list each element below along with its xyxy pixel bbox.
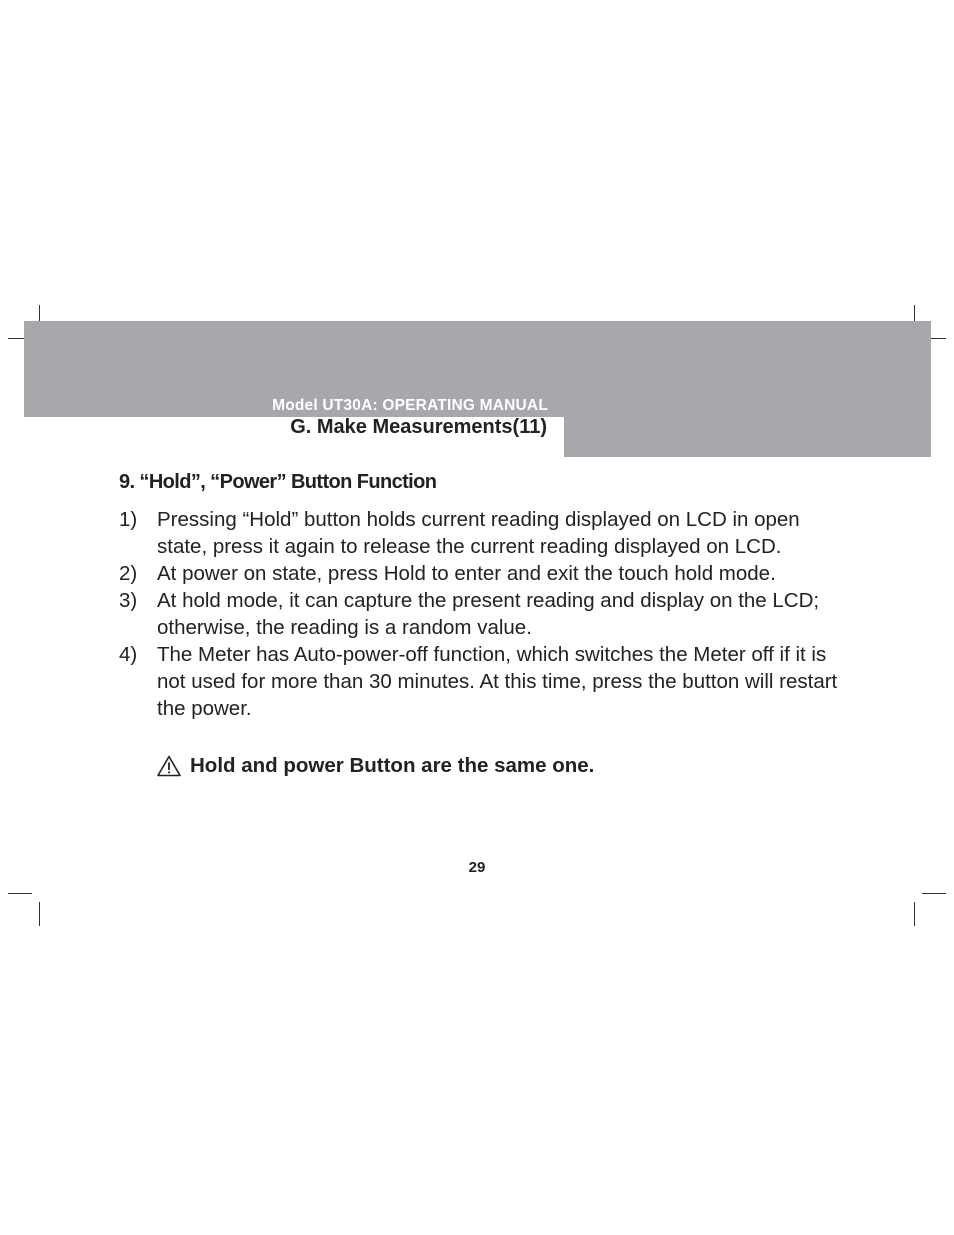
list-item-text: The Meter has Auto-power-off function, which switches the Meter off if it is not used for more than 30 minutes. At this time, press the button will restart the power. (157, 643, 838, 720)
list-item (119, 587, 854, 641)
list-item-text: At hold mode, it can capture the present reading and display on the LCD; otherwise, the reading is a random value. (157, 589, 820, 639)
instruction-list (119, 506, 854, 722)
warning-note (157, 754, 594, 778)
crop-mark (8, 893, 32, 894)
list-item (119, 560, 854, 587)
list-item-number: 4) (119, 643, 138, 666)
crop-mark (39, 902, 40, 926)
list-item (119, 641, 854, 722)
list-item-text: Pressing “Hold” button holds current reading displayed on LCD in open state, press it again to release the current reading displayed on LCD. (157, 508, 800, 558)
warning-triangle-icon (157, 755, 181, 777)
list-item-number: 2) (119, 562, 138, 585)
list-item (119, 506, 854, 560)
list-item-number: 1) (119, 508, 138, 531)
crop-mark (914, 902, 915, 926)
list-item-text: At power on state, press Hold to enter and exit the touch hold mode. (157, 562, 776, 585)
section-title: G. Make Measurements(11) (290, 416, 547, 438)
page-number: 29 (468, 859, 486, 876)
manual-title: Model UT30A: OPERATING MANUAL (272, 397, 548, 414)
subsection-heading: 9. “Hold”, “Power” Button Function (119, 471, 437, 493)
header-banner-tab (564, 416, 931, 457)
list-item-number: 3) (119, 589, 138, 612)
crop-mark (922, 893, 946, 894)
warning-note-text: Hold and power Button are the same one. (190, 754, 595, 777)
